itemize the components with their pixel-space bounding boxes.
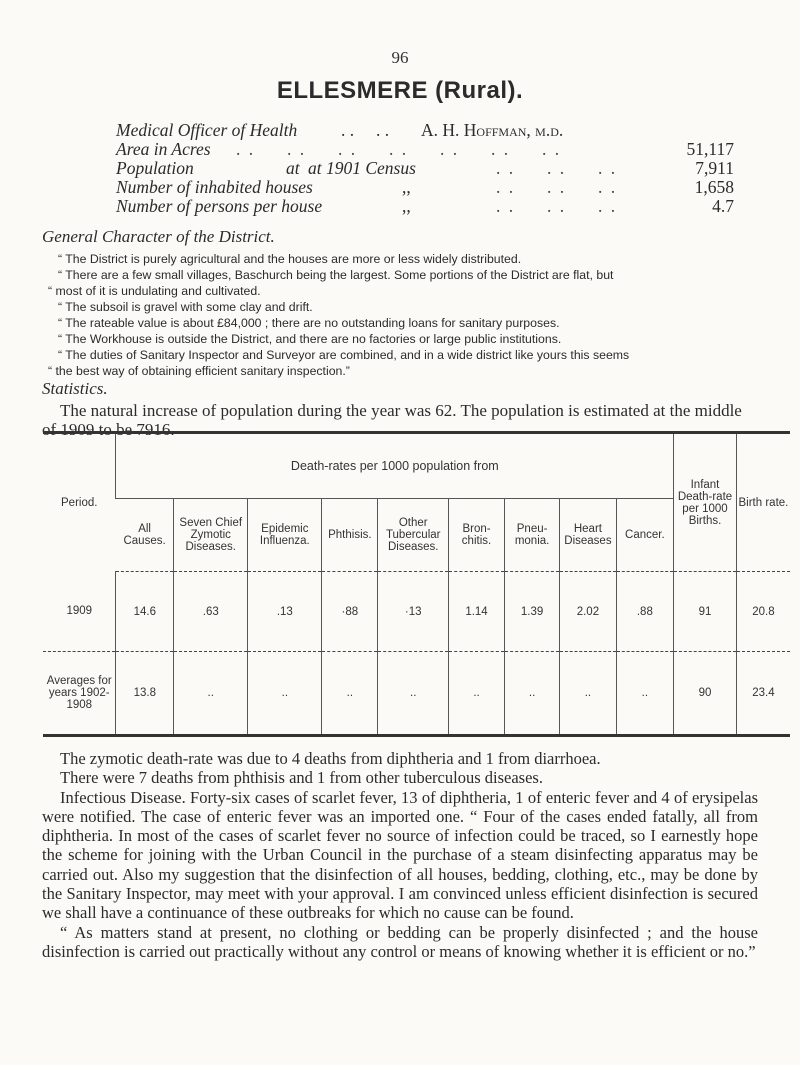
officer-row	[116, 121, 734, 140]
col-header: Seven Chief Zymotic Diseases.	[174, 499, 248, 572]
info-row	[116, 140, 734, 159]
quote-line: “ There are a few small villages, Baschurch being the largest. Some portions of the District are flat, but	[58, 268, 614, 282]
table-cell: 1.39	[504, 572, 559, 652]
officer-value: A. H. Hoffman, m.d.	[421, 120, 564, 140]
quote-line: “ most of it is undulating and cultivated.	[48, 284, 261, 298]
table-cell: ..	[378, 652, 449, 736]
table-cell: ·13	[378, 572, 449, 652]
table-cell: ..	[449, 652, 505, 736]
info-value: 7,911	[695, 158, 734, 178]
table-cell: ..	[504, 652, 559, 736]
table-cell: 14.6	[116, 572, 174, 652]
info-label: Number of inhabited houses	[116, 177, 313, 197]
col-infant: Infant Death-rate per 1000 Births.	[674, 433, 737, 572]
cell-period: 1909	[43, 572, 116, 652]
footer-paragraph: The zymotic death-rate was due to 4 deaths from diphtheria and 1 from diarrhoea.	[60, 749, 601, 768]
table-cell: 2.02	[560, 572, 616, 652]
info-value: 1,658	[694, 177, 734, 197]
table-cell: ..	[322, 652, 378, 736]
info-row	[116, 197, 734, 216]
leader-dots: . . . .	[341, 120, 390, 140]
group-header: Death-rates per 1000 population from	[116, 433, 674, 499]
col-header: Pneu-monia.	[504, 499, 559, 572]
footer-paragraph: “ As matters stand at present, no clothing or bedding can be properly disinfected ; and the house disinfection is carried out practically without any control or means of knowing whether it is efficient or no.”	[42, 922, 758, 961]
quote-line: “ the best way of obtaining efficient sanitary inspection.”	[48, 364, 350, 378]
general-quote	[48, 251, 758, 379]
leader-dots: . . . . . .	[496, 196, 618, 216]
info-label: Area in Acres	[116, 139, 211, 159]
info-label: Number of persons per house	[116, 196, 323, 216]
footer-text	[42, 749, 758, 961]
quote-line: “ The duties of Sanitary Inspector and Surveyor are combined, and in a wide district like yours this seems	[58, 348, 630, 362]
table-cell: .63	[174, 572, 248, 652]
page-number: 96	[391, 48, 409, 67]
quote-line: “ The subsoil is gravel with some clay and drift.	[58, 300, 313, 314]
table-cell: 1.14	[449, 572, 505, 652]
info-row	[116, 178, 734, 197]
info-value: 4.7	[712, 196, 734, 216]
footer-paragraph: There were 7 deaths from phthisis and 1 from other tuberculous diseases.	[60, 768, 543, 788]
leader-dots: . . . . . .	[496, 158, 618, 178]
table-cell: 91	[674, 572, 737, 652]
quote-line: “ The Workhouse is outside the District, and there are no factories or large public institutions.	[58, 332, 562, 346]
col-birth: Birth rate.	[736, 433, 790, 572]
info-mid: ,,	[402, 196, 411, 216]
col-header: Bron-chitis.	[449, 499, 505, 572]
col-header: All Causes.	[116, 499, 174, 572]
table-cell: 20.8	[736, 572, 790, 652]
officer-label: Medical Officer of Health	[116, 120, 298, 140]
col-period: Period.	[43, 433, 116, 572]
table-cell: 23.4	[736, 652, 790, 736]
table-cell: .13	[248, 572, 322, 652]
table-cell: ·88	[322, 572, 378, 652]
table-row	[43, 572, 790, 652]
info-value: 51,117	[686, 139, 734, 159]
quote-line: “ The rateable value is about £84,000 ; there are no outstanding loans for sanitary purposes.	[58, 316, 560, 330]
quote-line: “ The District is purely agricultural and the houses are more or less widely distributed.	[58, 252, 522, 266]
footer-paragraph: Infectious Disease. Forty-six cases of scarlet fever, 13 of diphtheria, 1 of enteric fever and 4 of erysipelas were notified. The case of enteric fever was an imported one. “ Four of the cases ended fatally, all from diphtheria. In most of the cases of scarlet fever no source of infection could be traced, so I earnestly hope the scheme for joining with the Urban Council in the purchase of a steam disinfecting apparatus may be carried out. Also my suggestion that the disinfection of all houses, bedding, clothing, etc., may be done by the Sanitary Inspector, may meet with your approval. I am convinced unless efficient disinfection is secured we shall have a continuance of these outbreaks for which no cause can be found.	[42, 787, 758, 923]
table-cell: 13.8	[116, 652, 174, 736]
col-header: Cancer.	[616, 499, 674, 572]
table-header-row	[43, 433, 790, 499]
info-mid: at 1901 Census	[308, 158, 416, 178]
info-row	[116, 159, 734, 178]
info-mid: at	[286, 158, 300, 178]
table-cell: ..	[248, 652, 322, 736]
col-header: Phthisis.	[322, 499, 378, 572]
page-title: ELLESMERE (Rural).	[276, 77, 524, 104]
col-header: Other Tubercular Diseases.	[378, 499, 449, 572]
leader-dots: . . . . . .	[496, 177, 618, 197]
table-cell: ..	[560, 652, 616, 736]
table-cell: .88	[616, 572, 674, 652]
table-cell: ..	[174, 652, 248, 736]
death-rates-table	[43, 431, 790, 737]
table-row	[43, 652, 790, 736]
statistics-heading: Statistics.	[42, 379, 108, 398]
table-cell: 90	[674, 652, 737, 736]
col-header: Heart Diseases	[560, 499, 616, 572]
info-label: Population	[116, 158, 194, 178]
district-info	[116, 121, 734, 216]
table-cell: ..	[616, 652, 674, 736]
info-mid: ,,	[402, 177, 411, 197]
leader-dots: . . . . . . . . . . . . . .	[236, 139, 562, 159]
general-heading: General Character of the District.	[42, 227, 275, 246]
col-header: Epidemic Influenza.	[248, 499, 322, 572]
statistics-intro-text: The natural increase of population during the year was 62. The population is estimated at the middle of 1909 to be 7916.	[42, 401, 742, 439]
cell-period: Averages for years 1902-1908	[43, 652, 116, 736]
